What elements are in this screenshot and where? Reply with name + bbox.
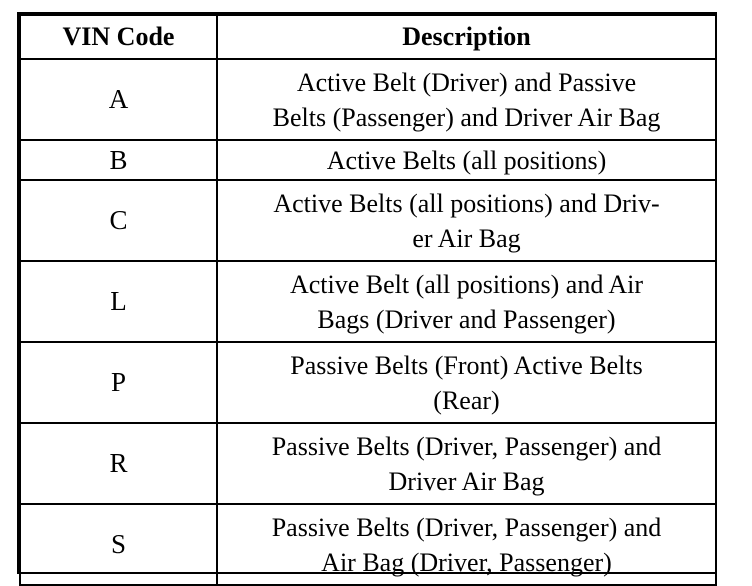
vin-code-cell: P bbox=[20, 342, 217, 423]
vin-code-cell: L bbox=[20, 261, 217, 342]
header-vin-code: VIN Code bbox=[20, 15, 217, 59]
table-row bbox=[20, 180, 716, 261]
table-row bbox=[20, 342, 716, 423]
vin-code-cell: S bbox=[20, 504, 217, 585]
vin-code-cell: C bbox=[20, 180, 217, 261]
description-cell: Active Belts (all positions) bbox=[217, 140, 716, 180]
vin-code-cell: A bbox=[20, 59, 217, 140]
description-cell: Active Belt (all positions) and Air Bags (Driver and Passenger) bbox=[217, 261, 716, 342]
table-row bbox=[20, 504, 716, 585]
description-cell: Passive Belts (Driver, Passenger) and Air Bag (Driver, Passenger) bbox=[217, 504, 716, 585]
description-cell: Active Belt (Driver) and Passive Belts (Passenger) and Driver Air Bag bbox=[217, 59, 716, 140]
table-row bbox=[20, 423, 716, 504]
description-cell: Active Belts (all positions) and Driv- er Air Bag bbox=[217, 180, 716, 261]
table-row bbox=[20, 140, 716, 180]
table-row bbox=[20, 261, 716, 342]
header-description: Description bbox=[217, 15, 716, 59]
table-row bbox=[20, 59, 716, 140]
vin-code-table bbox=[19, 14, 717, 586]
description-cell: Passive Belts (Front) Active Belts (Rear) bbox=[217, 342, 716, 423]
vin-code-cell: B bbox=[20, 140, 217, 180]
description-cell: Passive Belts (Driver, Passenger) and Driver Air Bag bbox=[217, 423, 716, 504]
vin-code-cell: R bbox=[20, 423, 217, 504]
table-header-row bbox=[20, 15, 716, 59]
